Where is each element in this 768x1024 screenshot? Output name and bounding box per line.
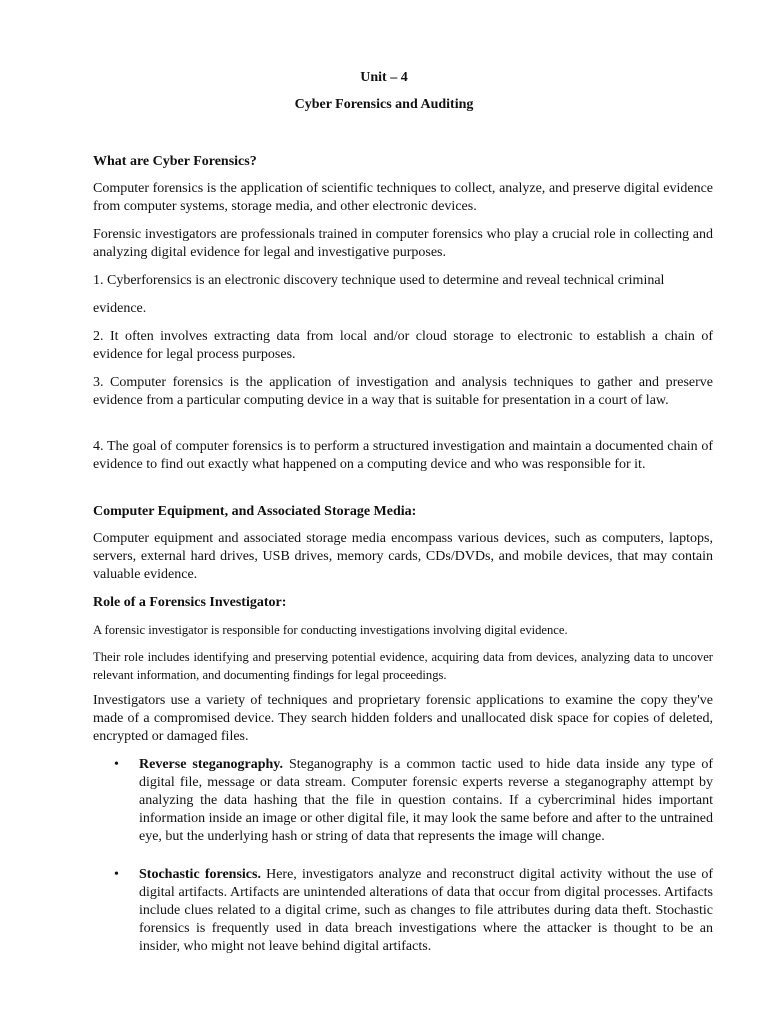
paragraph-3b: evidence. [93, 301, 147, 316]
paragraph-10: Investigators use a variety of techniques and proprietary forensic applications to examine the copy they've made of a compromised device. They search hidden folders and unallocated disk space for copies of deleted, encrypted or damaged files. [93, 693, 713, 744]
paragraph-3a: 1. Cyberforensics is an electronic discovery technique used to determine and reveal technical criminal [93, 273, 665, 288]
list-item [114, 756, 713, 846]
paragraph-2: Forensic investigators are professionals trained in computer forensics who play a crucial role in collecting and analyzing digital evidence for legal and investigative purposes. [93, 227, 713, 260]
section-heading-cyber-forensics: What are Cyber Forensics? [93, 154, 257, 169]
bullet-text: Steganography is a common tactic used to hide data inside any type of digital file, message or data stream. Computer forensic experts reverse a steganography attempt by analyzing the data hashing that the file in question contains. If a cybercriminal hides important information inside an image or other digital file, it may look the same before and after to the untrained eye, but the underlying hash or string of data that represents the image will change. [139, 757, 713, 844]
paragraph-1: Computer forensics is the application of scientific techniques to collect, analyze, and preserve digital evidence from computer systems, storage media, and other electronic devices. [93, 181, 713, 214]
section-heading-role: Role of a Forensics Investigator: [93, 595, 287, 610]
bullet-text: Here, investigators analyze and reconstruct digital activity without the use of digital artifacts. Artifacts are unintended alterations of data that occur from digital processes. Artifacts include clues related to a digital crime, such as changes to file attributes during data theft. Stochastic forensics is frequently used in data breach investigations where the attacker is thought to be an insider, who might not leave behind digital artifacts. [139, 867, 713, 954]
bullet-term: Stochastic forensics. [139, 867, 261, 882]
bullet-icon: • [114, 757, 119, 772]
paragraph-5: 3. Computer forensics is the application of investigation and analysis techniques to gather and preserve evidence from a particular computing device in a way that is suitable for presentation in a court of law. [93, 375, 713, 408]
page-title: Cyber Forensics and Auditing [294, 97, 474, 112]
list-item [114, 866, 713, 956]
bullet-term: Reverse steganography. [139, 757, 284, 772]
paragraph-6: 4. The goal of computer forensics is to perform a structured investigation and maintain a documented chain of evidence to find out exactly what happened on a computing device and who was responsible for it. [93, 439, 713, 472]
section-heading-equipment: Computer Equipment, and Associated Storage Media: [93, 504, 417, 519]
unit-title: Unit – 4 [360, 70, 408, 85]
paragraph-4: 2. It often involves extracting data from local and/or cloud storage to electronic to establish a chain of evidence for legal process purposes. [93, 329, 713, 362]
paragraph-9: Their role includes identifying and preserving potential evidence, acquiring data from devices, analyzing data to uncover relevant information, and documenting findings for legal proceedings. [93, 650, 713, 682]
paragraph-8: A forensic investigator is responsible for conducting investigations involving digital evidence. [93, 623, 568, 637]
paragraph-7: Computer equipment and associated storage media encompass various devices, such as computers, laptops, servers, external hard drives, USB drives, memory cards, CDs/DVDs, and mobile devices, that may contain valuable evidence. [93, 531, 713, 582]
bullet-icon: • [114, 867, 119, 882]
